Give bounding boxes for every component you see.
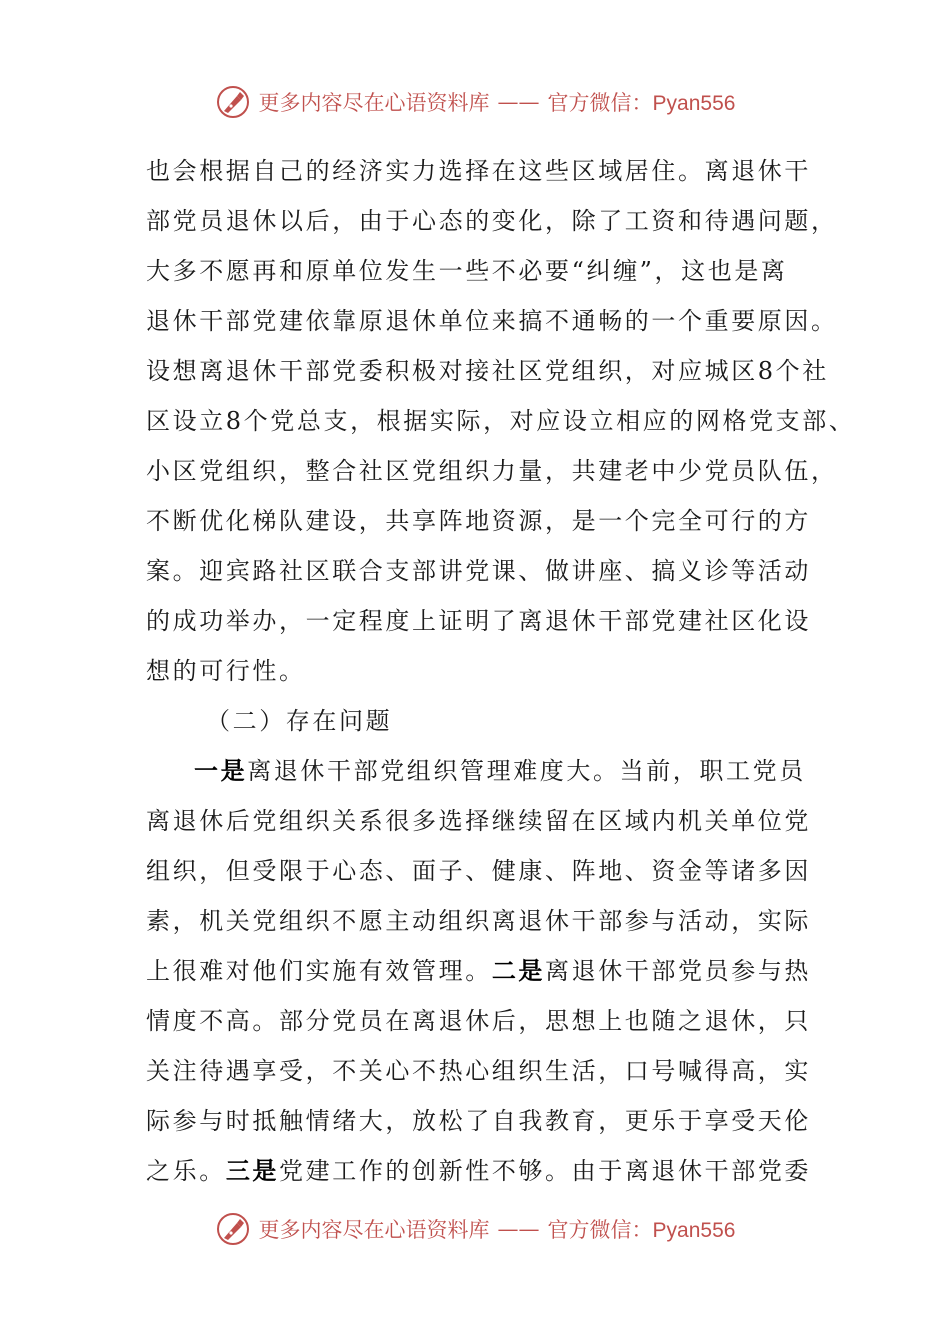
watermark-wechat-text: 官方微信：Pyan556 [547, 1219, 736, 1242]
body-line: 大多不愿再和原单位发生一些不必要“纠缠”，这也是离 [146, 257, 788, 285]
watermark-dash: —— [497, 1217, 540, 1241]
watermark-brand-text: 更多内容尽在心语资料库 [258, 91, 490, 115]
body-line: 设想离退休干部党委积极对接社区党组织，对应城区8个社 [146, 357, 829, 385]
problem-line-2: 离退休后党组织关系很多选择继续留在区域内机关单位党 [146, 807, 811, 835]
document-body [146, 146, 856, 1196]
keyword-first: 一是 [194, 756, 248, 785]
body-line: 部党员退休以后，由于心态的变化，除了工资和待遇问题， [146, 207, 838, 235]
body-line: 区设立8个党总支，根据实际，对应设立相应的网格党支部、 [146, 407, 856, 435]
problem-line-3: 组织，但受限于心态、面子、健康、阵地、资金等诸多因 [146, 857, 811, 885]
problem-line-6: 情度不高。部分党员在离退休后，思想上也随之退休，只 [146, 1007, 811, 1035]
problem-line-4: 素，机关党组织不愿主动组织离退休干部参与活动，实际 [146, 907, 811, 935]
pen-nib-icon [215, 1211, 251, 1247]
problem-text: 离退休干部党组织管理难度大。当前，职工党员 [247, 757, 806, 785]
section-heading: （二）存在问题 [206, 707, 393, 735]
problem-line-1 [146, 746, 846, 796]
body-line: 不断优化梯队建设，共享阵地资源，是一个完全可行的方 [146, 507, 811, 535]
problem-text: 离退休干部党员参与热 [545, 957, 812, 985]
body-line: 退休干部党建依靠原退休单位来搞不通畅的一个重要原因。 [146, 307, 838, 335]
problem-text: 之乐。 [146, 1157, 226, 1185]
header-watermark-banner [0, 82, 950, 122]
watermark-wechat-text: 官方微信：Pyan556 [547, 92, 736, 115]
body-line: 案。迎宾路社区联合支部讲党课、做讲座、搞义诊等活动 [146, 557, 811, 585]
problem-text: 党建工作的创新性不够。由于离退休干部党委 [279, 1157, 812, 1185]
body-line: 小区党组织，整合社区党组织力量，共建老中少党员队伍， [146, 457, 838, 485]
problem-text: 上很难对他们实施有效管理。 [146, 957, 492, 985]
footer-watermark-banner [0, 1209, 950, 1249]
problem-line-9 [146, 1146, 846, 1196]
problem-line-8: 际参与时抵触情绪大，放松了自我教育，更乐于享受天伦 [146, 1107, 811, 1135]
keyword-second: 二是 [491, 956, 546, 985]
pen-nib-icon [215, 84, 251, 120]
watermark-brand-text: 更多内容尽在心语资料库 [258, 1218, 490, 1242]
body-line: 也会根据自己的经济实力选择在这些区域居住。离退休干 [146, 157, 811, 185]
watermark-dash: —— [497, 90, 540, 114]
problem-line-7: 关注待遇享受，不关心不热心组织生活，口号喊得高，实 [146, 1057, 811, 1085]
keyword-third: 三是 [225, 1156, 280, 1185]
body-line: 想的可行性。 [146, 657, 306, 685]
body-line: 的成功举办，一定程度上证明了离退休干部党建社区化设 [146, 607, 811, 635]
problem-line-5 [146, 946, 846, 996]
